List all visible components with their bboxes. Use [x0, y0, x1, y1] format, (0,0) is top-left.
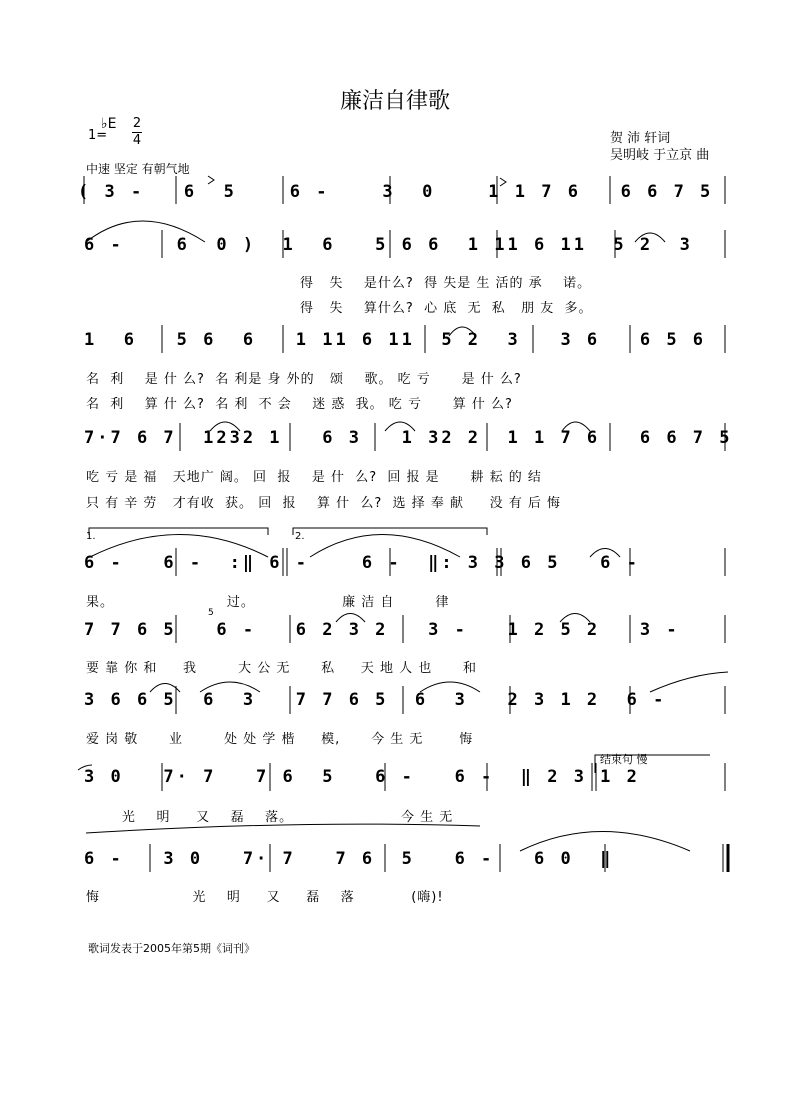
lyric-row-4-verse-2: 只 有 辛 劳 才有收 获。 回 报 算 什 么? 选 择 奉 献 没 有 后 悔 — [86, 496, 562, 511]
lyric-row-2-verse-1: 得 失 是什么? 得 失是 生 活的 承 诺。 — [300, 276, 592, 291]
footnote: 歌词发表于2005年第5期《词刊》 — [88, 942, 255, 955]
composer-credit: 吴明岐 于立京 曲 — [610, 148, 710, 163]
accent-mark — [500, 178, 506, 186]
time-sig-top: 2 — [132, 116, 142, 131]
time-sig-bottom: 4 — [132, 133, 142, 148]
notation-row-2: 6 - 6 0 ) 1 6 5 6 6 1 11 6 11 5 2 3 — [84, 235, 693, 255]
slur — [420, 682, 480, 692]
lyric-row-7: 爱 岗 敬 业 处 处 学 楷 模, 今 生 无 悔 — [86, 732, 474, 747]
ending-bracket — [595, 755, 710, 773]
lyric-row-4-verse-1: 吃 亏 是 福 天地广 阔。 回 报 是 什 么? 回 报 是 耕 耘 的 结 — [86, 470, 542, 485]
volta-bracket-1 — [89, 528, 268, 535]
notation-row-1: ( 3 - 6 5 6 - 3 0 1 1 7 6 6 6 7 5 — [78, 182, 714, 202]
volta-first: 1. — [86, 531, 96, 542]
slur — [90, 535, 268, 558]
song-title: 廉洁自律歌 — [339, 89, 450, 114]
lyric-row-8: 光 明 又 磊 落。 今 生 无 — [86, 810, 454, 825]
slur — [650, 672, 728, 692]
notation-row-3: 1 6 5 6 6 1 11 6 11 5 2 3 3 6 6 5 6 — [84, 330, 707, 350]
ending-marking: 结束句 慢 — [600, 753, 648, 766]
slur — [590, 549, 620, 558]
grace-note: 5 — [208, 608, 214, 618]
lyric-row-3-verse-1: 名 利 是 什 么? 名 利是 身 外的 颂 歌。 吃 亏 是 什 么? — [86, 372, 522, 387]
slur — [78, 765, 92, 770]
lyricist-credit: 贺 沛 轩词 — [610, 131, 671, 146]
notation-row-7: 3 6 6 5 6 3 7 7 6 5 6 3 2 3 1 2 6 - — [84, 690, 667, 710]
slur — [635, 233, 665, 242]
lyric-row-6: 要 靠 你 和 我 大 公 无 私 天 地 人 也 和 — [86, 661, 478, 676]
notation-row-6: 7 7 6 5 6 - 6 2 3 2 3 - 1 2 5 2 3 - — [84, 620, 680, 640]
lyric-row-3-verse-2: 名 利 算 什 么? 名 利 不 会 迷 惑 我。 吃 亏 算 什 么? — [86, 397, 513, 412]
accent-mark — [208, 176, 214, 184]
slur — [86, 824, 480, 833]
notation-row-5: 6 - 6 - :‖ 6 - 6 - ‖: 3 3 6 5 6 - — [84, 553, 640, 573]
lyric-row-9: 悔 光 明 又 磊 落 (嗨)! — [86, 890, 444, 905]
tempo-marking: 中速 坚定 有朝气地 — [86, 162, 190, 176]
slur — [200, 682, 260, 692]
key-flat: ♭E — [101, 116, 117, 132]
slur — [560, 614, 590, 623]
notation-row-4: 7·7 6 7 1232 1 6 3 1 32 2 1 1 7 6 6 6 7 5 — [84, 428, 733, 448]
slur — [562, 422, 590, 431]
lyric-row-2-verse-2: 得 失 算什么? 心 底 无 私 朋 友 多。 — [300, 301, 593, 316]
key-signature: 1= — [88, 128, 108, 143]
volta-second: 2. — [295, 531, 305, 542]
slur — [449, 327, 476, 336]
slur — [336, 614, 365, 623]
lyric-row-5: 果。 过。 廉 洁 自 律 — [86, 595, 450, 610]
volta-bracket-2 — [293, 528, 487, 535]
slur — [310, 535, 460, 558]
notation-row-9: 6 - 3 0 7· 7 7 6 5 6 - 6 0 ‖ — [84, 849, 614, 869]
slur — [210, 422, 240, 431]
slur — [86, 221, 205, 242]
slur — [385, 422, 415, 431]
notation-row-8: 3 0 7· 7 7 6 5 6 - 6 - ‖ 2 3 1 2 — [84, 767, 640, 787]
